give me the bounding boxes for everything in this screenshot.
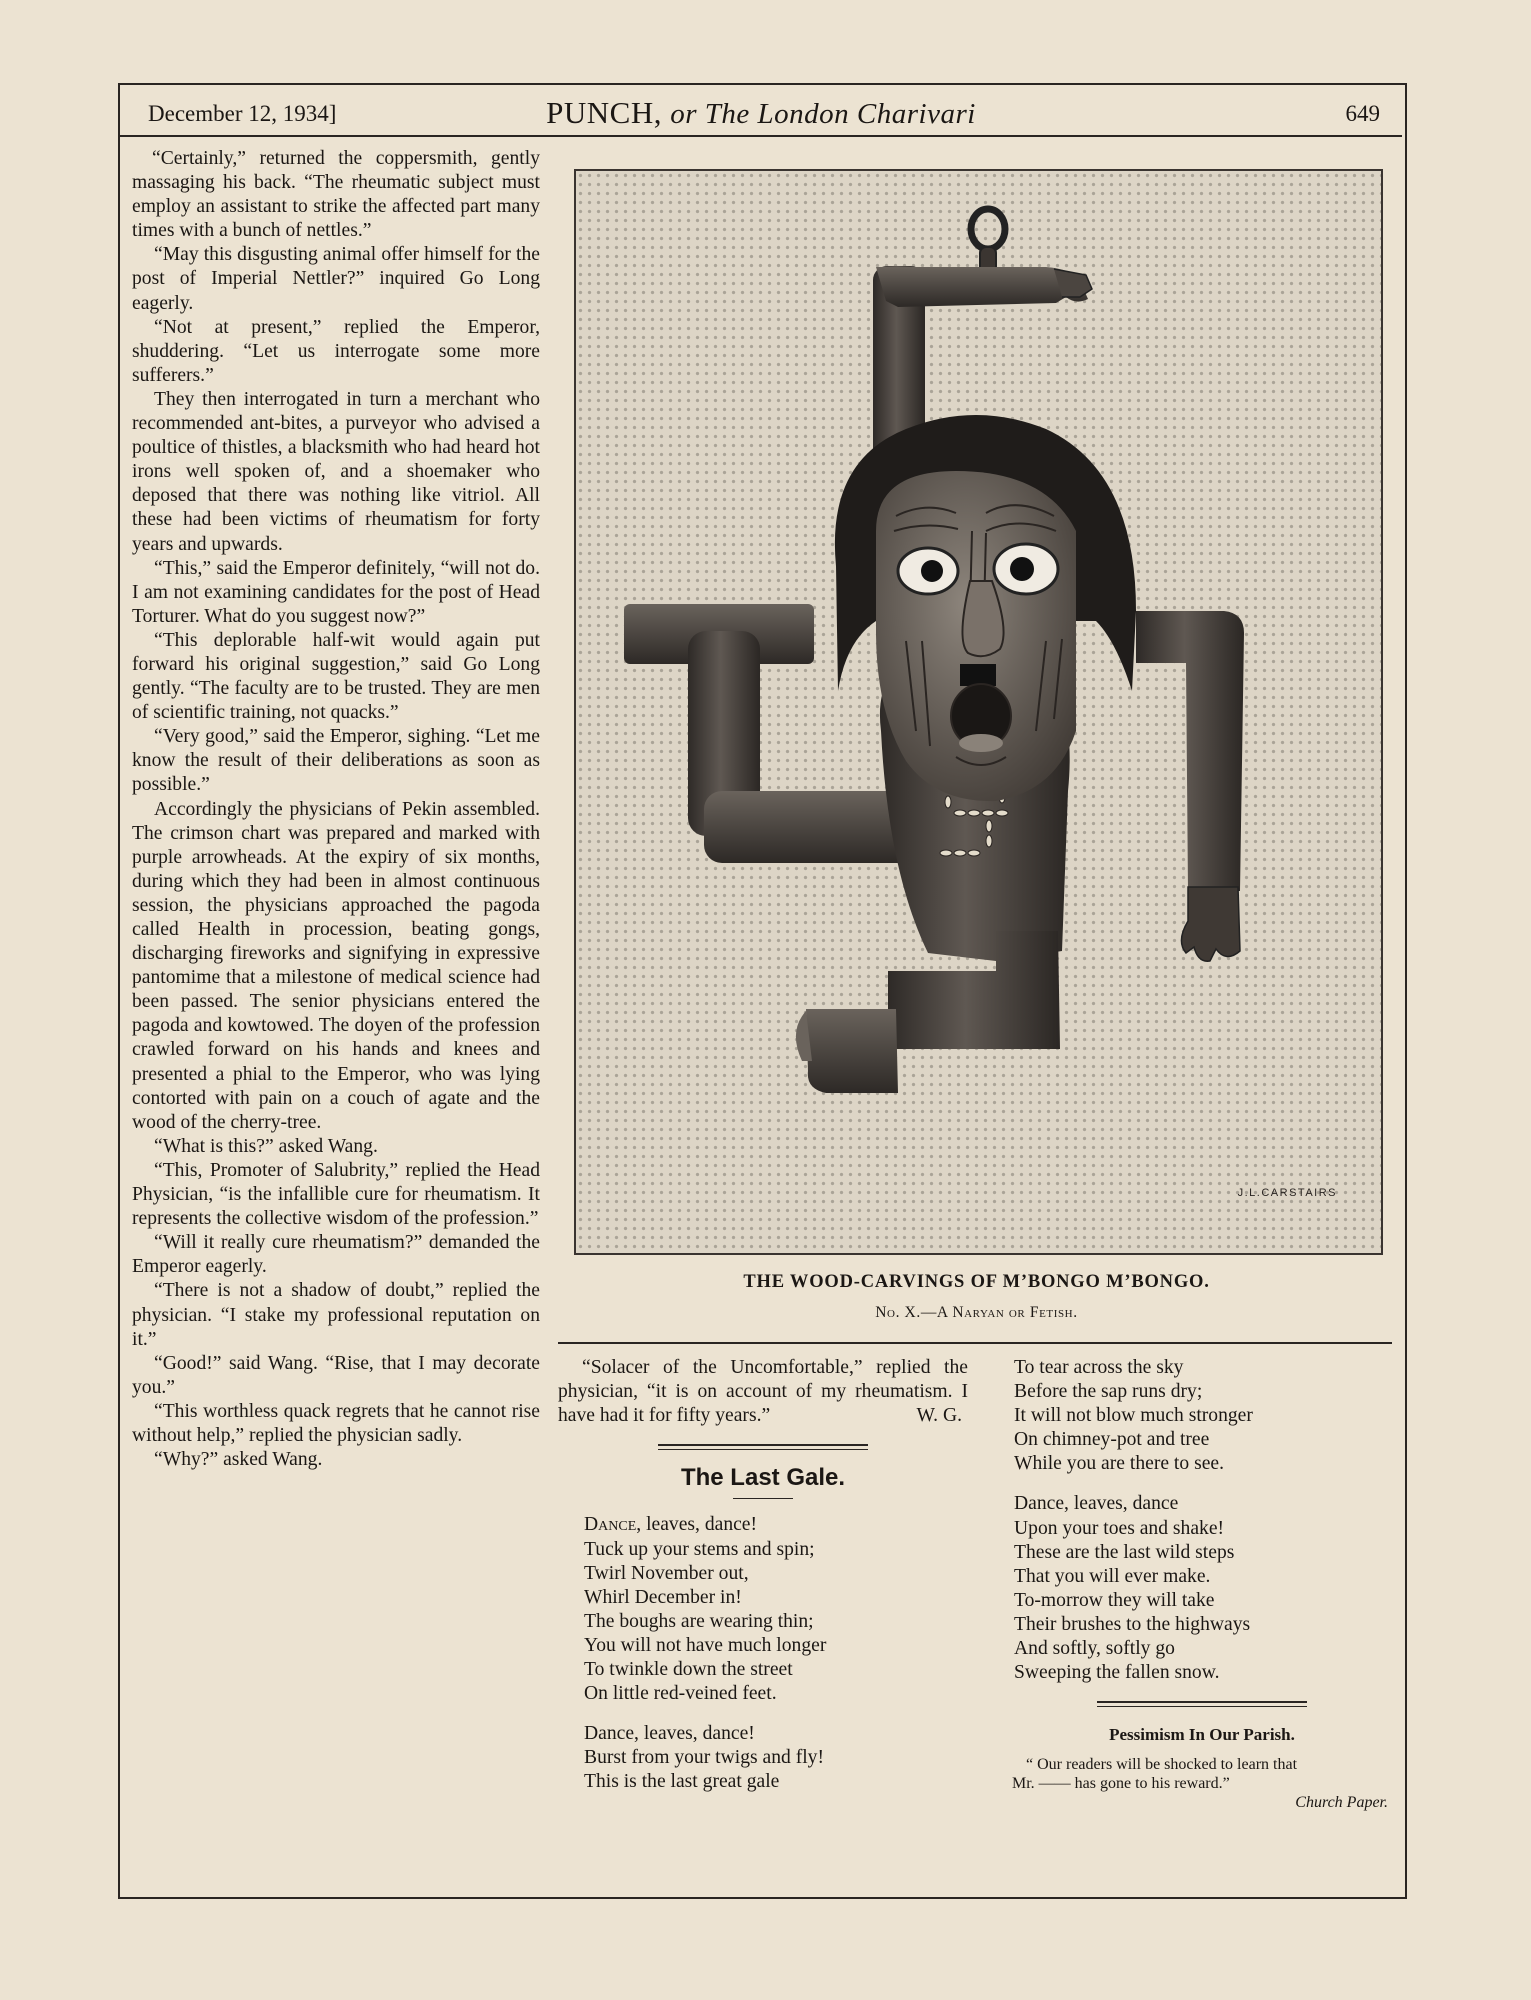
- paragraph: “This worthless quack regrets that he cannot rise without help,” replied the physician sadly.: [132, 1400, 540, 1446]
- double-rule: [1097, 1701, 1307, 1707]
- quote-line: Mr. —— has gone to his reward.”: [1012, 1775, 1230, 1793]
- masthead-title: PUNCH,: [546, 95, 662, 130]
- paragraph: “This deplorable half-wit would again put forward his original suggestion,” said Go Long gently. “The faculty are to be trusted. They are men of scientific training, not quacks.”: [132, 629, 540, 724]
- title-rule: [733, 1498, 793, 1499]
- verse-line: That you will ever make.: [1014, 1565, 1211, 1587]
- artist-signature: J.L.CARSTAIRS: [1237, 1187, 1337, 1199]
- verse-line: To twinkle down the street: [584, 1659, 793, 1681]
- verse-line: [584, 1513, 968, 1537]
- verse-line: Twirl November out,: [584, 1562, 749, 1584]
- verse-line: The boughs are wearing thin;: [584, 1610, 814, 1632]
- paragraph: “May this disgusting animal offer himself for the post of Imperial Nettler?” inquired Go Long eagerly.: [132, 244, 540, 314]
- verse-text: leaves, dance!: [641, 1514, 758, 1536]
- masthead-subtitle: or The London Charivari: [670, 98, 976, 130]
- running-header: [120, 95, 1402, 137]
- paragraph: “This,” said the Emperor definitely, “will not do. I am not examining candidates for the post of Head Torturer. What do you suggest now?”: [132, 557, 540, 627]
- verse-line: And softly, softly go: [1014, 1638, 1175, 1660]
- filler-title: Pessimism In Our Parish.: [1109, 1725, 1295, 1745]
- drop-word: Dance,: [584, 1514, 642, 1536]
- paragraph: “Why?” asked Wang.: [154, 1449, 323, 1471]
- poem-title: The Last Gale.: [680, 1464, 846, 1492]
- issue-date: December 12, 1934]: [148, 101, 337, 126]
- section-rule: [558, 1342, 1392, 1344]
- right-text-column: [1012, 1356, 1392, 1812]
- verse-line: It will not blow much stronger: [1014, 1405, 1253, 1427]
- verse-line: You will not have much longer: [584, 1634, 827, 1656]
- paragraph: “Very good,” said the Emperor, sighing. “Let me know the result of their deliberations as soon as possible.”: [132, 726, 540, 796]
- paragraph: “Will it really cure rheumatism?” demanded the Emperor eagerly.: [132, 1232, 540, 1278]
- paragraph: They then interrogated in turn a merchant who recommended ant-bites, a purveyor who advised a poultice of thistles, a blacksmith who had heard hot irons well spoken of, and a shoemaker who deposed that there was nothing like vitriol. All these had been victims of rheumatism for forty years and upwards.: [132, 388, 540, 555]
- verse-line: Dance, leaves, dance: [1014, 1493, 1179, 1515]
- story-continuation: “Solacer of the Uncomfortable,” replied the physician, “it is on account of my rheumatism. I have had it for fifty years.”: [558, 1357, 968, 1427]
- quote-source: Church Paper.: [1295, 1794, 1388, 1812]
- verse-line: These are the last wild steps: [1014, 1541, 1235, 1563]
- verse-line: Whirl December in!: [584, 1586, 742, 1608]
- verse-line: Before the sap runs dry;: [1014, 1381, 1203, 1403]
- stanza-gap: [1014, 1476, 1392, 1492]
- right-arm: [1136, 611, 1244, 961]
- leg: [796, 931, 1060, 1093]
- page-number: 649: [1345, 101, 1380, 126]
- filler-quote: [1012, 1755, 1392, 1812]
- paragraph: “Certainly,” returned the coppersmith, gently massaging his back. “The rheumatic subject must employ an assistant to strike the affected part many times with a bunch of nettles.”: [132, 148, 540, 242]
- poem-stanza: [584, 1513, 968, 1794]
- illustration-panel: [574, 169, 1383, 1255]
- verse-line: Sweeping the fallen snow.: [1014, 1662, 1220, 1684]
- verse-line: To tear across the sky: [1014, 1357, 1184, 1378]
- paragraph: “There is not a shadow of doubt,” replied the physician. “I stake my professional reputation on it.”: [132, 1280, 540, 1350]
- verse-line: Their brushes to the highways: [1014, 1613, 1251, 1635]
- left-text-column: [132, 147, 540, 1472]
- paragraph: “Good!” said Wang. “Rise, that I may decorate you.”: [132, 1352, 540, 1398]
- paragraph: Accordingly the physicians of Pekin assembled. The crimson chart was prepared and marked with purple arrowheads. At the expiry of six months, during which they had been in almost continuous session, the physicians approached the pagoda called Health in procession, beating gongs, discharging fireworks and signifying in expressive pantomime that a milestone of medical science had been passed. The senior physicians entered the pagoda and kowtowed. The doyen of the profession crawled forward on his hands and knees and presented a phial to the Emperor, who was lying contorted with pain on a couch of agate and the wood of the cherry-tree.: [132, 798, 540, 1133]
- paragraph: “This, Promoter of Salubrity,” replied the Head Physician, “is the infallible cure for rheumatism. It represents the collective wisdom of the profession.”: [132, 1159, 540, 1230]
- verse-line: This is the last great gale: [584, 1771, 780, 1793]
- quote-line: “ Our readers will be shocked to learn that: [1026, 1756, 1298, 1774]
- verse-line: To-morrow they will take: [1014, 1589, 1215, 1611]
- illustration-caption-subtitle: No. X.—A Naryan or Fetish.: [875, 1304, 1078, 1321]
- middle-text-column: [558, 1356, 968, 1795]
- verse-line: While you are there to see.: [1014, 1453, 1224, 1475]
- verse-line: On chimney-pot and tree: [1014, 1429, 1210, 1451]
- stanza-gap: [584, 1706, 968, 1722]
- story-author: W. G.: [916, 1405, 962, 1427]
- verse-line: On little red-veined feet.: [584, 1683, 777, 1705]
- paragraph: “What is this?” asked Wang.: [154, 1135, 378, 1157]
- carved-head: [835, 415, 1136, 801]
- verse-line: Dance, leaves, dance!: [584, 1723, 755, 1745]
- fetish-carving-drawing: [576, 171, 1381, 1253]
- masthead: [120, 95, 1402, 131]
- verse-line: Upon your toes and shake!: [1014, 1517, 1225, 1539]
- verse-line: Tuck up your stems and spin;: [584, 1538, 815, 1560]
- poem-stanza: [1014, 1356, 1392, 1685]
- verse-line: Burst from your twigs and fly!: [584, 1747, 824, 1769]
- double-rule: [658, 1444, 868, 1450]
- illustration-caption-title: THE WOOD-CARVINGS OF M’BONGO M’BONGO.: [743, 1272, 1210, 1292]
- paragraph: “Not at present,” replied the Emperor, shuddering. “Let us interrogate some more sufferers.”: [132, 316, 540, 386]
